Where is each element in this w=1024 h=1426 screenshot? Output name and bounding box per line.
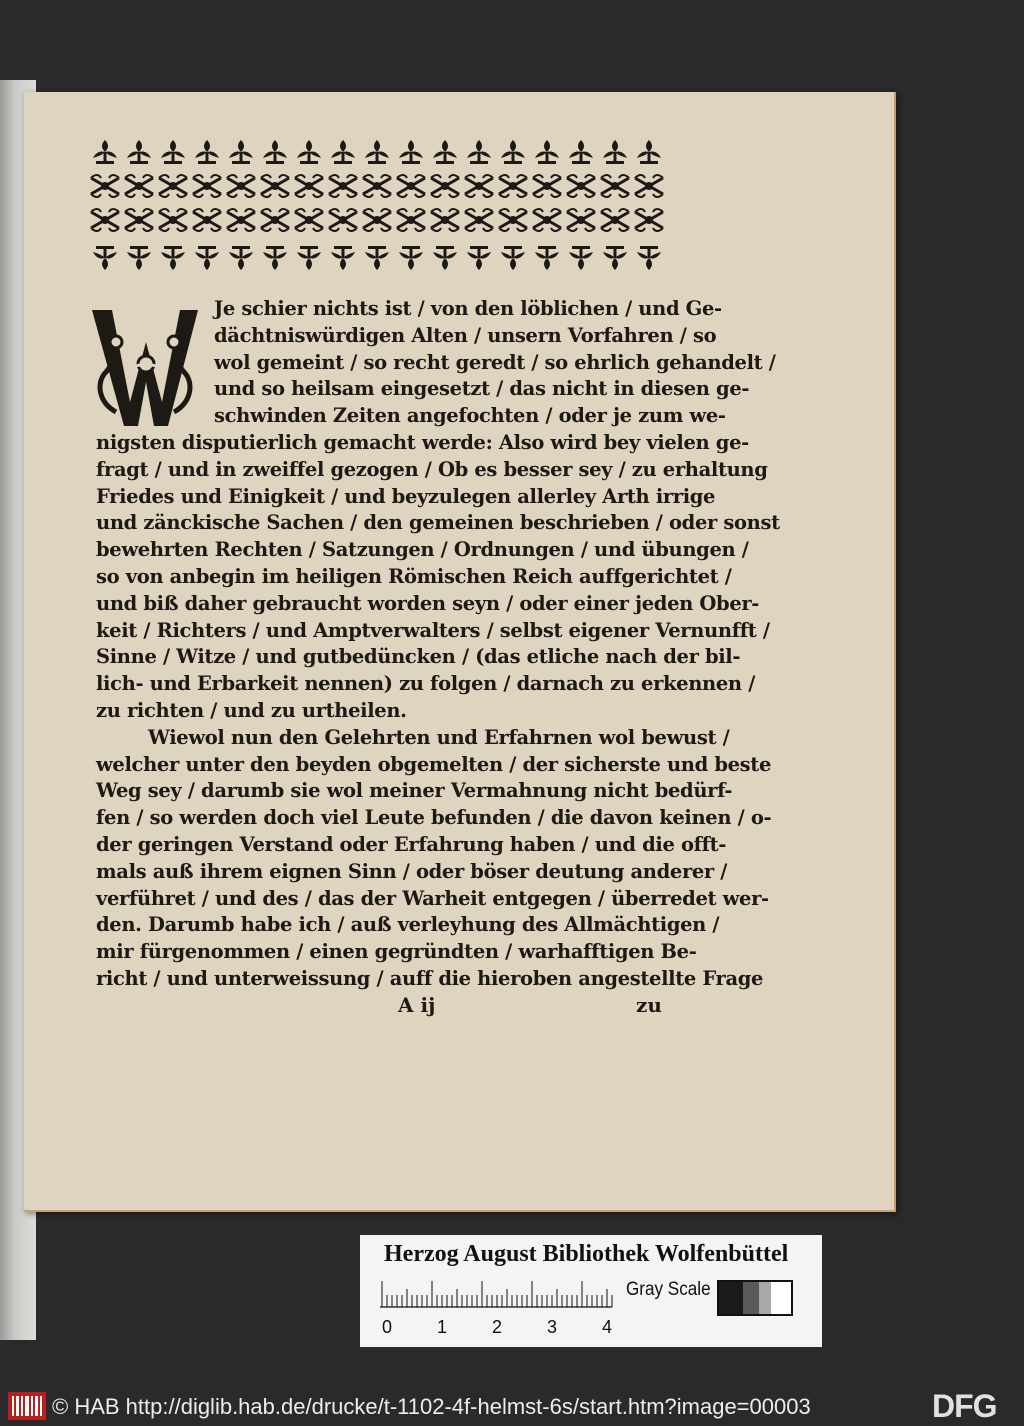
text-line: mir fürgenommen / einen gegründten / warhafftigen Be- — [96, 940, 697, 964]
text-line: wol gemeint / so recht geredt / so ehrlich gehandelt / — [214, 350, 776, 374]
text-line: den. Darumb habe ich / auß verleyhung des Allmächtigen / — [96, 913, 720, 937]
scale-ruler — [380, 1279, 620, 1339]
text-line: Wiewol nun den Gelehrten und Erfahrnen wol bewust / — [148, 725, 730, 749]
gray-scale-label: Gray Scale — [626, 1279, 711, 1300]
scale-number: 3 — [547, 1317, 558, 1337]
text-line: zu richten / und zu urtheilen. — [96, 698, 407, 722]
scale-number: 4 — [602, 1317, 613, 1337]
catchword: zu — [636, 993, 662, 1017]
viewer-footer — [0, 1386, 1024, 1426]
barcode-icon — [8, 1392, 46, 1420]
text-line: Weg sey / darumb sie wol meiner Vermahnung nicht bedürf- — [96, 779, 733, 803]
text-line: Sinne / Witze / und gutbedüncken / (das etliche nach der bil- — [96, 645, 741, 669]
text-line: und so heilsam eingesetzt / das nicht in diesen ge- — [214, 377, 750, 401]
scale-number: 2 — [492, 1317, 503, 1337]
text-line: keit / Richters / und Amptverwalters / selbst eigener Vernunfft / — [96, 618, 770, 642]
text-line: welcher unter den beyden obgemelten / der sicherste und beste — [96, 752, 772, 776]
gray-scale-swatch — [718, 1281, 792, 1315]
text-line: so von anbegin im heiligen Römischen Reich auffgerichtet / — [96, 564, 732, 588]
library-name: Herzog August Bibliothek Wolfenbüttel — [384, 1241, 789, 1267]
text-line: Friedes und Einigkeit / und beyzulegen allerley Arth irrige — [96, 484, 716, 508]
text-line: schwinden Zeiten angefochten / oder je zum we- — [214, 404, 726, 428]
text-line: lich- und Erbarkeit nennen) zu folgen / darnach zu erkennen / — [96, 672, 755, 696]
text-line: Je schier nichts ist / von den löblichen / und Ge- — [214, 297, 722, 320]
text-line: dächtniswürdigen Alten / unsern Vorfahren / so — [214, 323, 717, 347]
text-line: nigsten disputierlich gemacht werde: Also wird bey vielen ge- — [96, 430, 749, 454]
source-url[interactable]: © HAB http://diglib.hab.de/drucke/t-1102-4f-helmst-6s/start.htm?image=00003 — [52, 1394, 811, 1419]
scale-number: 0 — [382, 1317, 393, 1337]
ornament-band — [88, 130, 664, 280]
dfg-logo: DFG — [932, 1388, 997, 1424]
scale-number: 1 — [437, 1317, 448, 1337]
text-line: richt / und unterweissung / auff die hieroben angestellte Frage — [96, 966, 764, 990]
page-text — [96, 296, 780, 993]
text-line: mals auß ihrem eignen Sinn / oder böser deutung anderer / — [96, 859, 728, 883]
library-label-card — [360, 1235, 822, 1347]
text-line: fragt / und in zweiffel gezogen / Ob es besser sey / zu erhaltung — [96, 457, 768, 481]
text-line: fen / so werden doch viel Leute befunden / die davon keinen / o- — [96, 806, 772, 830]
text-line: und zänckische Sachen / den gemeinen beschrieben / oder sonst — [96, 511, 780, 535]
text-line: verführet / und des / das der Warheit entgegen / überredet wer- — [96, 886, 769, 910]
text-line: und biß daher gebraucht worden seyn / oder einer jeden Ober- — [96, 591, 760, 615]
printer-signature: A ij — [398, 993, 436, 1017]
text-line: bewehrten Rechten / Satzungen / Ordnungen / und übungen / — [96, 538, 749, 562]
text-line: der geringen Verstand oder Erfahrung haben / und die offt- — [96, 832, 727, 856]
